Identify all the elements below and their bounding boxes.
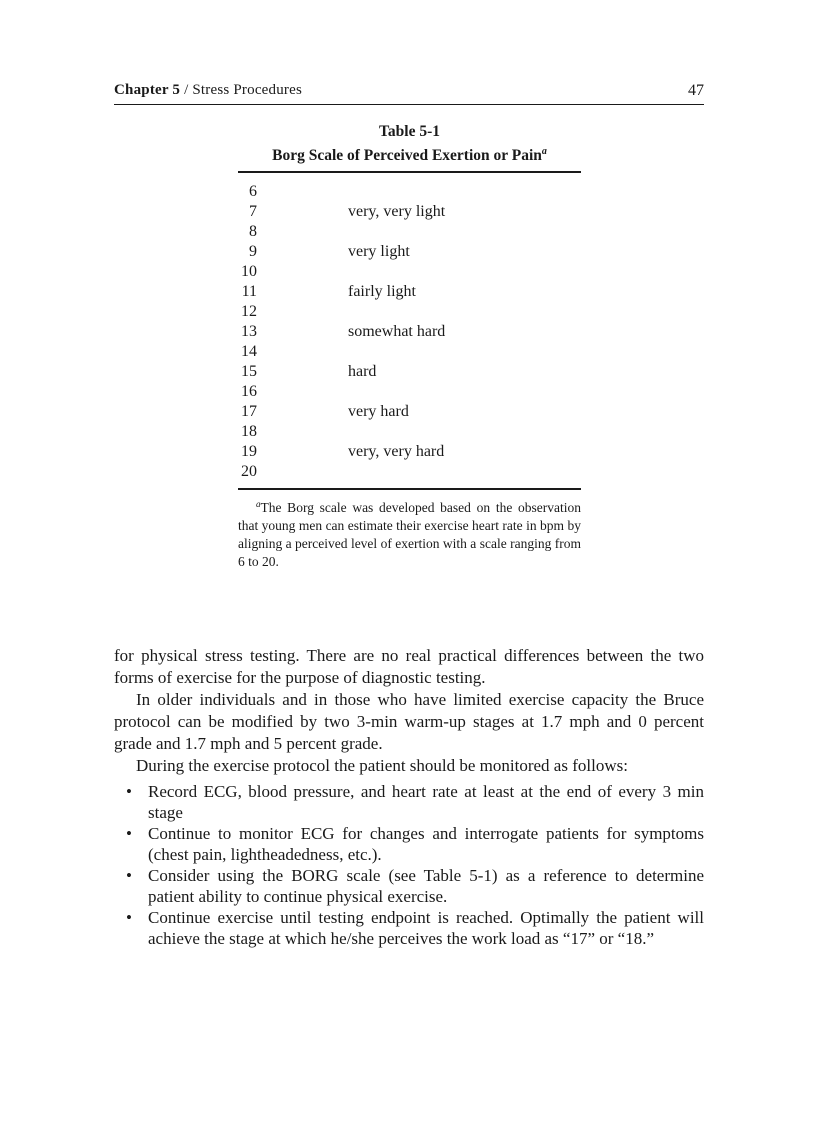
scale-value: 16 xyxy=(241,383,257,400)
table-title: Borg Scale of Perceived Exertion or Pain xyxy=(272,147,542,164)
bullet-icon: • xyxy=(126,824,132,843)
table-row xyxy=(238,382,581,402)
table-caption xyxy=(238,122,581,166)
table-number: Table 5-1 xyxy=(378,123,440,140)
paragraph: During the exercise protocol the patient should be monitored as follows: xyxy=(136,756,628,775)
table-row xyxy=(238,282,581,302)
table-row xyxy=(238,462,581,482)
table-row xyxy=(238,202,581,222)
list-item xyxy=(114,823,704,865)
table-row xyxy=(238,362,581,382)
list-item-text: Continue to monitor ECG for changes and interrogate patients for symptoms (chest pain, lightheadedness, etc.). xyxy=(148,824,704,864)
paragraph: In older individuals and in those who have limited exercise capacity the Bruce protocol can be modified by two 3-min warm-up stages at 1.7 mph and 0 percent grade and 1.7 mph and 5 percent grade. xyxy=(114,690,704,753)
scale-value: 13 xyxy=(241,323,257,340)
scale-value: 9 xyxy=(249,243,257,260)
scale-label: very light xyxy=(348,243,410,260)
table-row xyxy=(238,442,581,462)
scale-value: 20 xyxy=(241,463,257,480)
table-footnote xyxy=(238,495,581,571)
table-row xyxy=(238,402,581,422)
scale-label: fairly light xyxy=(348,283,416,300)
list-item-text: Continue exercise until testing endpoint is reached. Optimally the patient will achieve the stage at which he/she perceives the work load as “17” or “18.” xyxy=(148,908,704,948)
bullet-icon: • xyxy=(126,782,132,801)
chapter-separator: / xyxy=(184,82,189,98)
monitoring-list xyxy=(114,781,704,949)
scale-value: 8 xyxy=(249,223,257,240)
table-row xyxy=(238,242,581,262)
scale-value: 6 xyxy=(249,183,257,200)
list-item-text: Record ECG, blood pressure, and heart rate at least at the end of every 3 min stage xyxy=(148,782,704,822)
list-item xyxy=(114,781,704,823)
scale-label: very, very light xyxy=(348,203,446,220)
table-title-footnote-mark: a xyxy=(541,146,547,157)
scale-value: 14 xyxy=(241,343,257,360)
scale-value: 17 xyxy=(241,403,257,420)
chapter-title: Stress Procedures xyxy=(192,82,303,98)
list-item xyxy=(114,907,704,949)
footnote-mark: a xyxy=(256,499,261,509)
table-row xyxy=(238,262,581,282)
list-item-text: Consider using the BORG scale (see Table 5-1) as a reference to determine patient ability to continue physical exercise. xyxy=(148,866,704,906)
scale-label: very, very hard xyxy=(348,443,445,460)
table-bottom-rule xyxy=(238,488,581,490)
scale-value: 18 xyxy=(241,423,257,440)
scale-label: somewhat hard xyxy=(348,323,446,340)
bullet-icon: • xyxy=(126,908,132,927)
scale-value: 19 xyxy=(241,443,257,460)
chapter-label: Chapter 5 xyxy=(114,82,181,98)
table-row xyxy=(238,182,581,202)
scale-label: hard xyxy=(348,363,377,380)
chapter-heading xyxy=(114,82,302,99)
scale-value: 12 xyxy=(241,303,257,320)
bullet-icon: • xyxy=(126,866,132,885)
scale-value: 10 xyxy=(241,263,257,280)
scale-value: 15 xyxy=(241,363,257,380)
paragraph: for physical stress testing. There are no real practical differences between the two forms of exercise for the purpose of diagnostic testing. xyxy=(114,646,704,687)
list-item xyxy=(114,865,704,907)
running-header xyxy=(114,82,704,105)
borg-table xyxy=(238,122,581,571)
table-row xyxy=(238,422,581,442)
table-title-line xyxy=(238,142,581,166)
table-row xyxy=(238,302,581,322)
table-row xyxy=(238,322,581,342)
scale-value: 11 xyxy=(241,283,257,300)
footnote-text: The Borg scale was developed based on the observation that young men can estimate their exercise heart rate in bpm by aligning a perceived level of exertion with a scale ranging from 6 to 20. xyxy=(238,500,581,569)
scale-value: 7 xyxy=(249,203,257,220)
table-row xyxy=(238,222,581,242)
table-body xyxy=(238,173,581,488)
table-row xyxy=(238,342,581,362)
scale-label: very hard xyxy=(348,403,409,420)
page-number: 47 xyxy=(688,82,704,99)
body-text xyxy=(114,645,704,949)
